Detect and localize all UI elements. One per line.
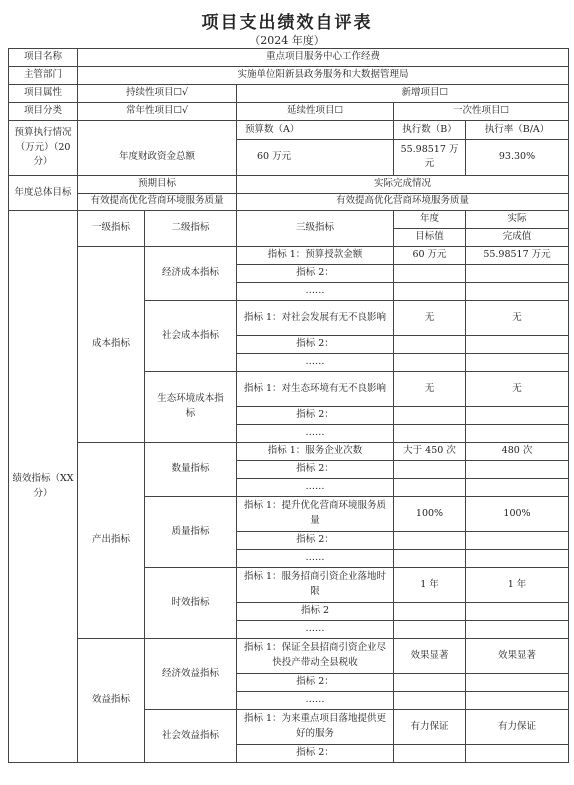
benefit-economic-actual1: 效果显著 xyxy=(466,639,569,674)
empty-cell xyxy=(394,425,466,443)
empty-cell xyxy=(466,461,569,479)
empty-cell xyxy=(394,336,466,354)
type-regular: 常年性项目☐√ xyxy=(78,103,237,121)
goals-expected: 有效提高优化营商环境服务质量 xyxy=(78,193,237,211)
benefit-economic-ind1: 指标 1：保证全县招商引资企业尽快投产带动全县税收 xyxy=(237,639,394,674)
empty-cell xyxy=(394,745,466,763)
empty-cell xyxy=(394,532,466,550)
indicators-side-label: 绩效指标（XX 分） xyxy=(9,211,78,763)
empty-cell xyxy=(466,354,569,372)
empty-cell xyxy=(394,674,466,692)
empty-cell xyxy=(466,336,569,354)
cost-eco-actual1: 无 xyxy=(466,372,569,407)
output-quality-ind1: 指标 1：提升优化营商环境服务质量 xyxy=(237,497,394,532)
output-time-actual1: 1 年 xyxy=(466,568,569,603)
empty-cell xyxy=(466,425,569,443)
report-year: （2024 年度） xyxy=(249,34,325,47)
cost-economic-ind1: 指标 1：预算授款金额 xyxy=(237,247,394,265)
col-level2: 二级指标 xyxy=(145,211,237,247)
cost-economic-target1: 60 万元 xyxy=(394,247,466,265)
empty-cell xyxy=(394,283,466,301)
table-row xyxy=(9,247,569,265)
row-project-attribute xyxy=(9,85,569,103)
empty-cell xyxy=(466,283,569,301)
empty-cell xyxy=(466,265,569,283)
cost-social-label: 社会成本指标 xyxy=(145,301,237,372)
row-goals-values xyxy=(9,193,569,211)
benefit-social-ind1: 指标 1：为来重点项目落地提供更好的服务 xyxy=(237,710,394,745)
output-quantity-target1: 大于 450 次 xyxy=(394,443,466,461)
col-level3: 三级指标 xyxy=(237,211,394,247)
empty-cell xyxy=(394,603,466,621)
output-time-ellipsis: …… xyxy=(237,621,394,639)
col-target-bottom: 目标值 xyxy=(394,229,466,247)
benefit-indicator-label: 效益指标 xyxy=(78,639,145,763)
project-name-label: 项目名称 xyxy=(9,49,78,67)
output-quantity-ellipsis: …… xyxy=(237,479,394,497)
budget-value: 60 万元 xyxy=(237,139,394,175)
output-time-ind1: 指标 1：服务招商引资企业落地时限 xyxy=(237,568,394,603)
output-quality-ind2: 指标 2： xyxy=(237,532,394,550)
cost-eco-ind1: 指标 1：对生态环境有无不良影响 xyxy=(237,372,394,407)
row-indicator-header xyxy=(9,211,569,229)
empty-cell xyxy=(466,603,569,621)
row-budget-header xyxy=(9,121,569,140)
self-evaluation-table xyxy=(8,48,569,763)
output-quality-ellipsis: …… xyxy=(237,550,394,568)
empty-cell xyxy=(466,745,569,763)
budget-col-rate: 执行率（B/A） xyxy=(466,121,569,140)
benefit-social-target1: 有力保证 xyxy=(394,710,466,745)
empty-cell xyxy=(466,479,569,497)
output-quality-target1: 100% xyxy=(394,497,466,532)
budget-col-a: 预算数（A） xyxy=(237,121,394,140)
empty-cell xyxy=(394,550,466,568)
cost-eco-target1: 无 xyxy=(394,372,466,407)
row-project-name xyxy=(9,49,569,67)
benefit-economic-target1: 效果显著 xyxy=(394,639,466,674)
type-extended: 延续性项目☐ xyxy=(237,103,394,121)
type-once: 一次性项目☐ xyxy=(394,103,569,121)
cost-eco-ellipsis: …… xyxy=(237,425,394,443)
cost-economic-ellipsis: …… xyxy=(237,283,394,301)
goals-label: 年度总体目标 xyxy=(9,176,78,211)
empty-cell xyxy=(394,479,466,497)
empty-cell xyxy=(394,354,466,372)
empty-cell xyxy=(466,674,569,692)
table-row xyxy=(9,443,569,461)
output-quantity-ind2: 指标 2： xyxy=(237,461,394,479)
type-label: 项目分类 xyxy=(9,103,78,121)
benefit-social-ind2: 指标 2： xyxy=(237,745,394,763)
benefit-social-actual1: 有力保证 xyxy=(466,710,569,745)
empty-cell xyxy=(394,621,466,639)
col-actual-bottom: 完成值 xyxy=(466,229,569,247)
cost-social-ind2: 指标 2： xyxy=(237,336,394,354)
row-budget-values xyxy=(9,139,569,175)
cost-social-actual1: 无 xyxy=(466,301,569,336)
attribute-label: 项目属性 xyxy=(9,85,78,103)
cost-economic-actual1: 55.98517 万元 xyxy=(466,247,569,265)
benefit-social-label: 社会效益指标 xyxy=(145,710,237,763)
empty-cell xyxy=(394,692,466,710)
cost-economic-ind2: 指标 2： xyxy=(237,265,394,283)
attribute-ongoing: 持续性项目☐√ xyxy=(78,85,237,103)
col-level1: 一级指标 xyxy=(78,211,145,247)
cost-social-target1: 无 xyxy=(394,301,466,336)
page-title: 项目支出绩效自评表 xyxy=(201,13,373,33)
row-department xyxy=(9,67,569,85)
output-time-ind2: 指标 2 xyxy=(237,603,394,621)
output-quality-actual1: 100% xyxy=(466,497,569,532)
cost-social-ellipsis: …… xyxy=(237,354,394,372)
attribute-new: 新增项目☐ xyxy=(237,85,569,103)
col-actual-top: 实际 xyxy=(466,211,569,229)
cost-social-ind1: 指标 1：对社会发展有无不良影响 xyxy=(237,301,394,336)
row-goals-header xyxy=(9,176,569,194)
budget-row-label: 年度财政资金总额 xyxy=(78,139,237,175)
budget-col-b: 执行数（B） xyxy=(394,121,466,140)
goals-actual-header: 实际完成情况 xyxy=(237,176,569,194)
benefit-economic-label: 经济效益指标 xyxy=(145,639,237,710)
rate-value: 93.30% xyxy=(466,139,569,175)
output-quantity-ind1: 指标 1：服务企业次数 xyxy=(237,443,394,461)
benefit-economic-ind2: 指标 2： xyxy=(237,674,394,692)
cost-eco-label: 生态环境成本指标 xyxy=(145,372,237,443)
benefit-economic-ellipsis: …… xyxy=(237,692,394,710)
cost-economic-label: 经济成本指标 xyxy=(145,247,237,301)
row-project-type xyxy=(9,103,569,121)
empty-cell xyxy=(394,407,466,425)
empty-cell xyxy=(466,692,569,710)
cost-eco-ind2: 指标 2： xyxy=(237,407,394,425)
empty-cell xyxy=(394,461,466,479)
budget-label: 预算执行情况（万元）（20 分） xyxy=(9,121,78,176)
output-quality-label: 质量指标 xyxy=(145,497,237,568)
empty-cell xyxy=(466,532,569,550)
project-name-value: 重点项目服务中心工作经费 xyxy=(78,49,569,67)
department-value: 实施单位阳新县政务服务和大数据管理局 xyxy=(78,67,569,85)
output-time-label: 时效指标 xyxy=(145,568,237,639)
executed-value: 55.98517 万元 xyxy=(394,139,466,175)
budget-blank xyxy=(78,121,237,140)
output-quantity-label: 数量指标 xyxy=(145,443,237,497)
output-time-target1: 1 年 xyxy=(394,568,466,603)
cost-indicator-label: 成本指标 xyxy=(78,247,145,443)
goals-actual: 有效提高优化营商环境服务质量 xyxy=(237,193,569,211)
goals-expected-header: 预期目标 xyxy=(78,176,237,194)
empty-cell xyxy=(466,621,569,639)
col-target-top: 年度 xyxy=(394,211,466,229)
output-quantity-actual1: 480 次 xyxy=(466,443,569,461)
empty-cell xyxy=(466,550,569,568)
department-label: 主管部门 xyxy=(9,67,78,85)
table-row xyxy=(9,639,569,674)
empty-cell xyxy=(466,407,569,425)
empty-cell xyxy=(394,265,466,283)
output-indicator-label: 产出指标 xyxy=(78,443,145,639)
